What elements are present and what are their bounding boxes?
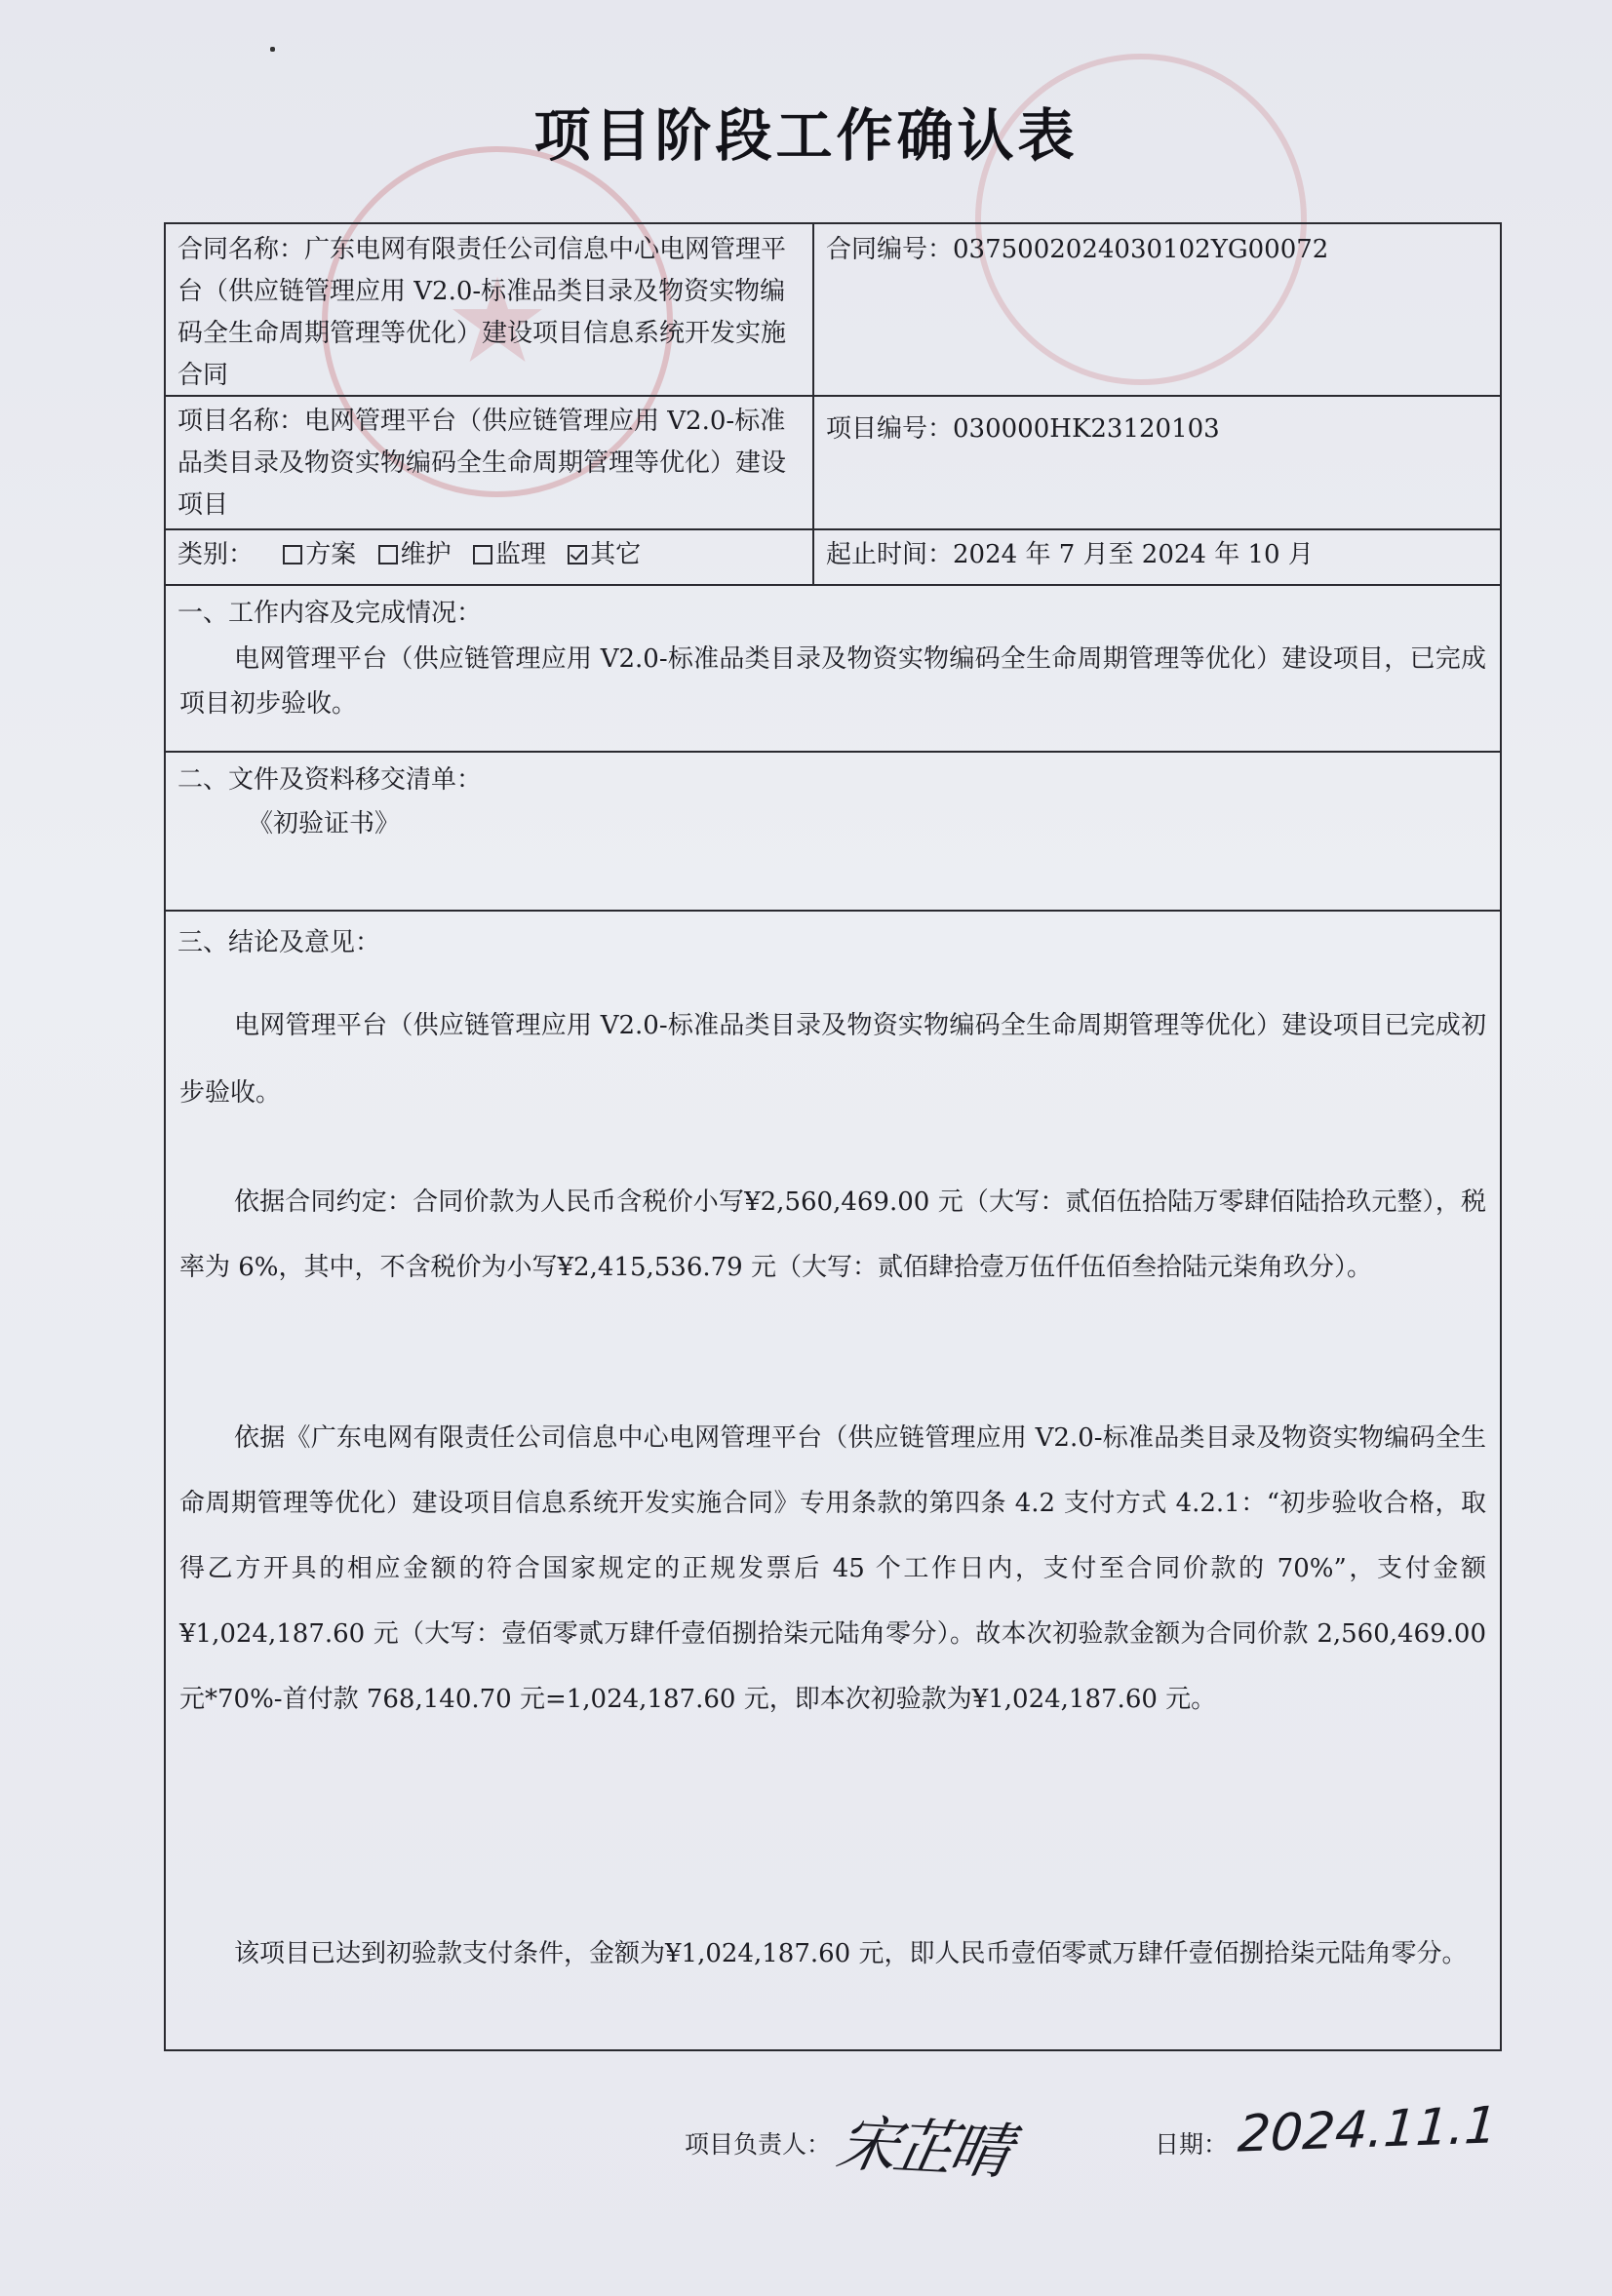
category-option-other: 其它 [568,540,641,569]
contract-name-cell [166,224,814,395]
category-cell [166,530,814,584]
handwritten-date: 2024.11.1 [1236,2096,1500,2164]
section-conclusion [166,912,1500,2188]
section3-title: 三、结论及意见： [177,928,381,957]
contract-number-value: 0375002024030102YG00072 [953,235,1329,264]
contract-name-value: 广东电网有限责任公司信息中心电网管理平台（供应链管理应用 V2.0-标准品类目录及物资实物编码全生命周期管理等优化）建设项目信息系统开发实施合同 [177,235,787,390]
page-title: 项目阶段工作确认表 [533,102,1079,169]
project-number-label: 项目编号： [826,414,954,444]
period-value: 2024 年 7 月至 2024 年 10 月 [953,540,1314,569]
category-option-supervision: 监理 [473,540,546,569]
checkbox-supervision [473,545,492,564]
section1-text: 电网管理平台（供应链管理应用 V2.0-标准品类目录及物资实物编码全生命周期管理等优化）建设项目，已完成项目初步验收。 [179,644,1486,719]
project-number-cell [814,397,1500,528]
project-name-value: 电网管理平台（供应链管理应用 V2.0-标准品类目录及物资实物编码全生命周期管理等优化）建设项目 [177,407,787,520]
checkbox-other-checked [568,545,587,564]
section-handover-list [166,753,1500,912]
section1-title: 一、工作内容及完成情况： [177,599,483,628]
category-row [166,530,1500,586]
contract-name-label: 合同名称： [177,235,305,264]
project-name-cell [166,397,814,528]
conclusion-paragraph-3: 依据《广东电网有限责任公司信息中心电网管理平台（供应链管理应用 V2.0-标准品类目录及物资实物编码全生命周期管理等优化）建设项目信息系统开发实施合同》专用条款的第四条 4.2 支付方式 4.2.1：“初步验收合格，取得乙方开具的相应金额的符合国家规定的正规发票后 45 个工作日内，支付至合同价款的 70%”，支付金额¥1,024,187.60 元（大写：壹佰零贰万肆仟壹佰捌拾柒元陆角零分）。故本次初验款金额为合同价款 2,560,469.00 元*70%-首付款 768,140.70 元=1,024,187.60 元，即本次初验款为¥1,024,187.60 元。 [179,1423,1486,1714]
confirmation-table [164,222,1502,2188]
category-option-maintenance: 维护 [378,540,452,569]
date-label: 日期： [1155,2130,1229,2159]
conclusion-paragraph-1: 电网管理平台（供应链管理应用 V2.0-标准品类目录及物资实物编码全生命周期管理等优化）建设项目已完成初步验收。 [179,1011,1486,1108]
section-work-content [166,586,1500,753]
conclusion-paragraph-4: 该项目已达到初验款支付条件，金额为¥1,024,187.60 元，即人民币壹佰零贰万肆仟壹佰捌拾柒元陆角零分。 [234,1939,1468,1968]
checkbox-plan [283,545,302,564]
period-cell [814,530,1500,584]
category-option-plan: 方案 [283,540,356,569]
conclusion-paragraph-2: 依据合同约定：合同价款为人民币含税价小写¥2,560,469.00 元（大写：贰佰伍拾陆万零肆佰陆拾玖元整），税率为 6%，其中，不含税价为小写¥2,415,536.79 元（大写：贰佰肆拾壹万伍仟伍佰叁拾陆元柒角玖分）。 [179,1187,1486,1282]
section2-title: 二、文件及资料移交清单： [177,765,483,795]
responsible-signature: 宋芷晴 [831,2107,1014,2188]
contract-number-label: 合同编号： [826,235,954,264]
period-label: 起止时间： [826,540,954,569]
responsible-label: 项目负责人： [685,2130,832,2159]
contract-number-cell [814,224,1500,395]
contract-row [166,224,1500,397]
checkbox-maintenance [378,545,398,564]
seal-star-icon: ★ [445,253,550,390]
section2-text: 《初验证书》 [248,809,401,838]
project-row [166,397,1500,530]
category-label: 类别： [177,540,255,569]
project-number-value: 030000HK23120103 [953,414,1220,444]
project-name-label: 项目名称： [177,407,305,436]
paper-speck [270,47,275,52]
